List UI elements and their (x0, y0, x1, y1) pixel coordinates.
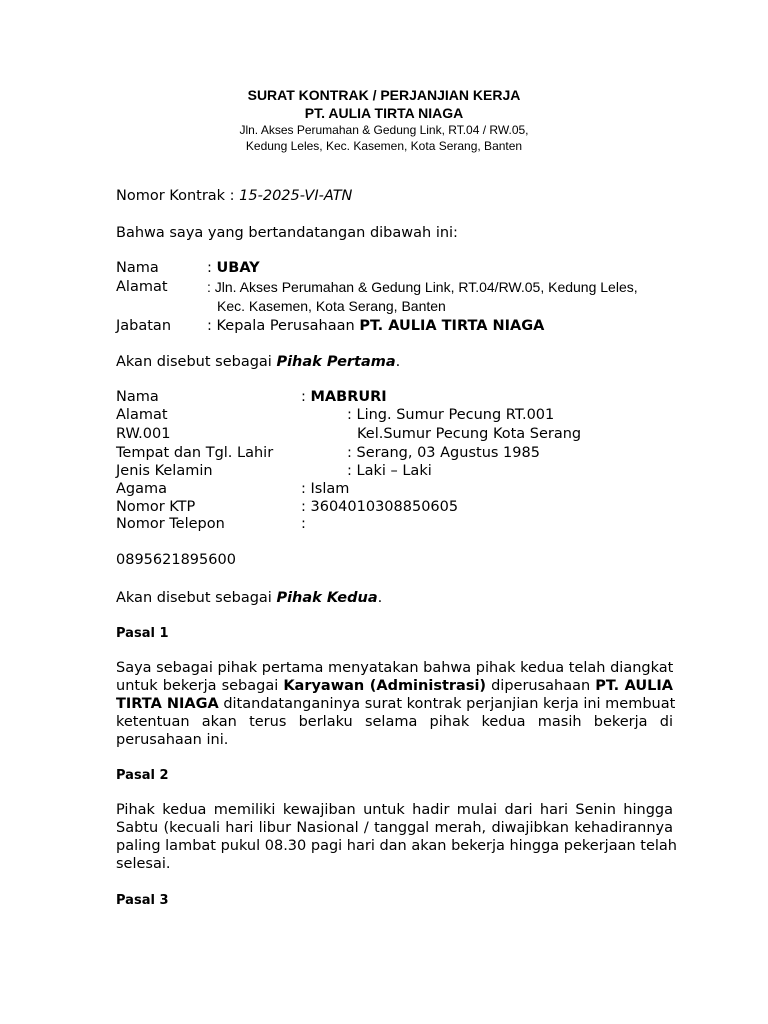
pasal-2-line: paling lambat pukul 08.30 pagi hari dan akan bekerja hingga pekerjaan telah (116, 838, 677, 854)
contract-number-label: Nomor Kontrak : (116, 188, 240, 204)
pasal-1-line: ketentuan akan terus berlaku selama pihak kedua masih bekerja di (116, 714, 673, 730)
second-party-name-label: Nama (116, 389, 159, 405)
pasal-1-line: TIRTA NIAGA ditandatanganinya surat kontrak perjanjian kerja ini membuat (116, 696, 676, 712)
first-party-address-line2: Kec. Kasemen, Kota Serang, Banten (217, 298, 446, 314)
contract-number (116, 187, 352, 205)
first-party-name-label: Nama (116, 260, 159, 276)
pasal-2-line: Sabtu (kecuali hari libur Nasional / tanggal merah, diwajibkan kehadirannya (116, 820, 673, 836)
pasal-2-line: Pihak kedua memiliki kewajiban untuk hadir mulai dari hari Senin hingga (116, 802, 673, 818)
second-party-name-value: MABRURI (310, 389, 387, 405)
first-party-position: : Kepala Perusahaan PT. AULIA TIRTA NIAGA (207, 318, 545, 334)
second-party-ktp-label: Nomor KTP (116, 499, 196, 515)
second-party-birth-value: : Serang, 03 Agustus 1985 (347, 445, 540, 461)
first-party-address-line1: : Jln. Akses Perumahan & Gedung Link, RT.04/RW.05, Kedung Leles, (207, 279, 638, 295)
second-party-ktp-value: : 3604010308850605 (301, 499, 459, 515)
pasal-2-title: Pasal 2 (116, 768, 169, 783)
pasal-1-paragraph (116, 659, 676, 749)
first-party-position-label: Jabatan (116, 318, 172, 334)
second-party-designation: Akan disebut sebagai Pihak Kedua. (116, 590, 383, 606)
second-party-phone-label: Nomor Telepon (116, 516, 225, 532)
second-party-phone-value: 0895621895600 (116, 552, 236, 568)
document-title: SURAT KONTRAK / PERJANJIAN KERJA (247, 87, 521, 103)
second-party-name: : MABRURI (301, 389, 387, 405)
first-party-name: : UBAY (207, 260, 260, 276)
second-party-phone-colon: : (301, 516, 306, 532)
second-party-gender-value: : Laki – Laki (347, 463, 432, 479)
pasal-1-line: untuk bekerja sebagai Karyawan (Administrasi) diperusahaan PT. AULIA (116, 678, 673, 694)
second-party-birth-label: Tempat dan Tgl. Lahir (116, 445, 274, 461)
pasal-1-line: Saya sebagai pihak pertama menyatakan bahwa pihak kedua telah diangkat (116, 660, 674, 676)
pasal-1-line: perusahaan ini. (116, 732, 229, 748)
first-party-name-value: UBAY (216, 260, 260, 276)
second-party-religion-label: Agama (116, 481, 168, 497)
pasal-1-title: Pasal 1 (116, 626, 169, 641)
second-party-gender-label: Jenis Kelamin (116, 463, 213, 479)
second-party-rw-label: RW.001 (116, 426, 171, 442)
pasal-2-line: selesai. (116, 856, 171, 872)
intro-text: Bahwa saya yang bertandatangan dibawah ini: (116, 225, 458, 241)
pasal-2-paragraph (116, 801, 677, 873)
company-address-line2: Kedung Leles, Kec. Kasemen, Kota Serang, Banten (245, 139, 523, 153)
company-address-line1: Jln. Akses Perumahan & Gedung Link, RT.04 / RW.05, (239, 123, 529, 137)
first-party-address-label: Alamat (116, 279, 168, 295)
second-party-address-line2: Kel.Sumur Pecung Kota Serang (357, 426, 582, 442)
first-party-designation: Akan disebut sebagai Pihak Pertama. (116, 354, 401, 370)
contract-number-value: 15-2025-VI-ATN (239, 188, 353, 204)
second-party-address-label: Alamat (116, 407, 168, 423)
company-name: PT. AULIA TIRTA NIAGA (304, 105, 464, 121)
pasal-3-title: Pasal 3 (116, 893, 169, 908)
second-party-address-line1: : Ling. Sumur Pecung RT.001 (347, 407, 555, 423)
second-party-religion-value: : Islam (301, 481, 350, 497)
